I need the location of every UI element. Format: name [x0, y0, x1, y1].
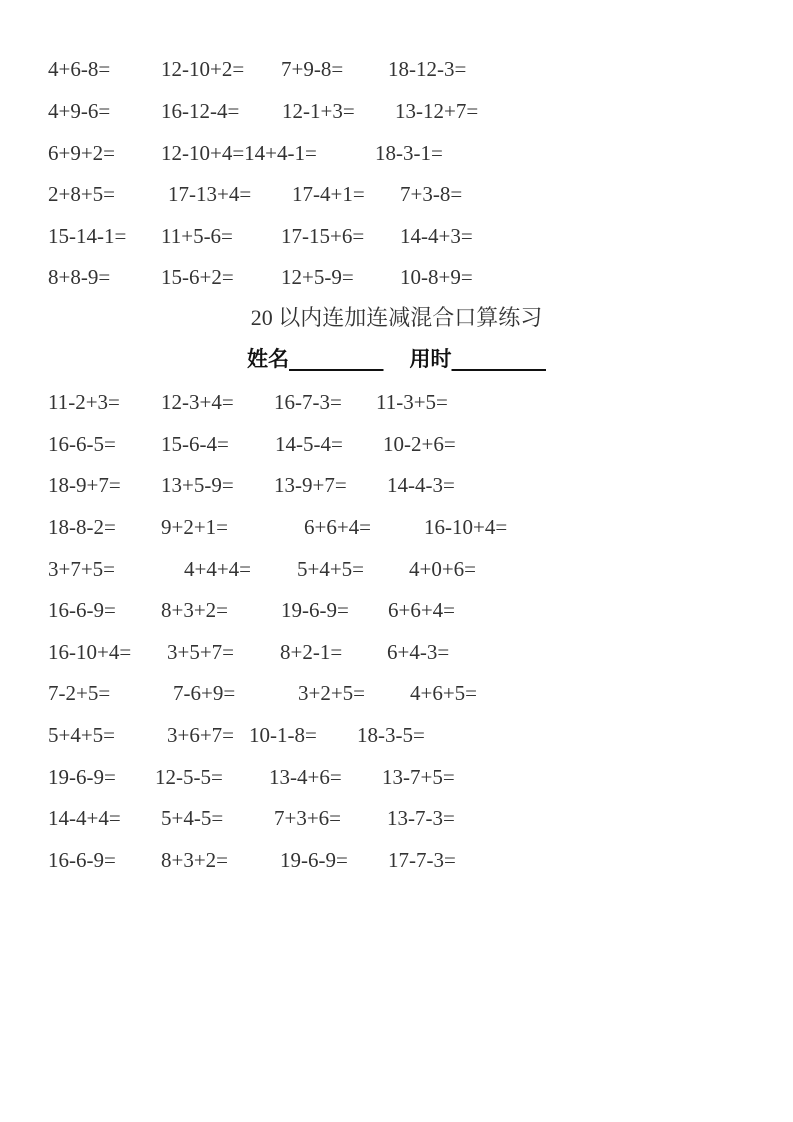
problem-row [0, 96, 793, 126]
problem: 4+6-8= [48, 57, 111, 81]
problem-row [0, 262, 793, 292]
problem: 12-1+3= [282, 99, 355, 123]
problem: 18-9+7= [48, 473, 121, 497]
problem-row [0, 470, 793, 500]
problem: 10-1-8= [249, 723, 317, 747]
problem: 14-4+4= [48, 806, 121, 830]
problem: 16-6-9= [48, 598, 116, 622]
problem: 4+9-6= [48, 99, 111, 123]
problem-row [0, 720, 793, 750]
problem: 17-15+6= [281, 224, 365, 248]
problem-row [0, 762, 793, 792]
problem-row [0, 845, 793, 875]
problem: 13-9+7= [274, 473, 347, 497]
problem: 11-2+3= [48, 390, 120, 414]
problem: 10-2+6= [383, 432, 456, 456]
problem-row [0, 803, 793, 833]
problem: 16-7-3= [274, 390, 342, 414]
problem: 16-10+4= [48, 640, 132, 664]
problem: 5+4+5= [297, 557, 365, 581]
time-field-label: 用时_________ [409, 347, 546, 371]
problem: 15-6-4= [161, 432, 229, 456]
problem: 7-2+5= [48, 681, 111, 705]
problem: 18-3-5= [357, 723, 425, 747]
problem: 14-4-3= [387, 473, 455, 497]
problem: 11+5-6= [161, 224, 233, 248]
problem: 12-3+4= [161, 390, 234, 414]
problem-row [0, 678, 793, 708]
problem: 13-7-3= [387, 806, 455, 830]
problem: 6+9+2= [48, 141, 116, 165]
problem: 13-7+5= [382, 765, 455, 789]
problem: 12-10+4=14+4-1= [161, 141, 317, 165]
name-field-label: 姓名_________ [247, 347, 384, 371]
problem-row [0, 637, 793, 667]
problem: 15-14-1= [48, 224, 127, 248]
problem: 2+8+5= [48, 182, 116, 206]
problem: 3+7+5= [48, 557, 116, 581]
problem-row [0, 429, 793, 459]
problem-row [0, 512, 793, 542]
problem: 7+9-8= [281, 57, 344, 81]
problem: 6+6+4= [304, 515, 372, 539]
problem: 18-12-3= [388, 57, 467, 81]
problem-row [0, 179, 793, 209]
problem: 3+6+7= [167, 723, 235, 747]
problem: 15-6+2= [161, 265, 234, 289]
problem: 13-12+7= [395, 99, 479, 123]
problem: 12-10+2= [161, 57, 245, 81]
problem: 9+2+1= [161, 515, 229, 539]
problem: 18-8-2= [48, 515, 116, 539]
problem: 8+8-9= [48, 265, 111, 289]
problem-row [0, 554, 793, 584]
problem: 16-12-4= [161, 99, 240, 123]
problem: 5+4-5= [161, 806, 224, 830]
problem: 3+2+5= [298, 681, 366, 705]
problem: 4+6+5= [410, 681, 478, 705]
problem: 17-7-3= [388, 848, 456, 872]
problem: 12-5-5= [155, 765, 223, 789]
problem-row [0, 221, 793, 251]
problem: 19-6-9= [48, 765, 116, 789]
problem: 4+4+4= [184, 557, 252, 581]
problem: 8+3+2= [161, 848, 229, 872]
problem: 12+5-9= [281, 265, 354, 289]
problem: 7+3+6= [274, 806, 342, 830]
problem: 19-6-9= [281, 598, 349, 622]
problem: 17-4+1= [292, 182, 365, 206]
problem-row [0, 138, 793, 168]
problem: 4+0+6= [409, 557, 477, 581]
problem: 16-10+4= [424, 515, 508, 539]
problem: 7-6+9= [173, 681, 236, 705]
problem: 3+5+7= [167, 640, 235, 664]
problem: 6+6+4= [388, 598, 456, 622]
problem: 6+4-3= [387, 640, 450, 664]
problem: 8+2-1= [280, 640, 343, 664]
problem: 8+3+2= [161, 598, 229, 622]
problem: 10-8+9= [400, 265, 473, 289]
problem: 13+5-9= [161, 473, 234, 497]
name-time-line [0, 344, 793, 374]
problem: 16-6-9= [48, 848, 116, 872]
problem: 13-4+6= [269, 765, 342, 789]
problem-row [0, 387, 793, 417]
problem: 14-4+3= [400, 224, 473, 248]
problem: 17-13+4= [168, 182, 252, 206]
problem: 14-5-4= [275, 432, 343, 456]
problem: 16-6-5= [48, 432, 116, 456]
problem: 19-6-9= [280, 848, 348, 872]
problem: 5+4+5= [48, 723, 116, 747]
problem-row [0, 595, 793, 625]
problem: 18-3-1= [375, 141, 443, 165]
section-title: 20 以内连加连减混合口算练习 [250, 305, 543, 330]
problem-row [0, 54, 793, 84]
problem: 7+3-8= [400, 182, 463, 206]
problem: 11-3+5= [376, 390, 448, 414]
